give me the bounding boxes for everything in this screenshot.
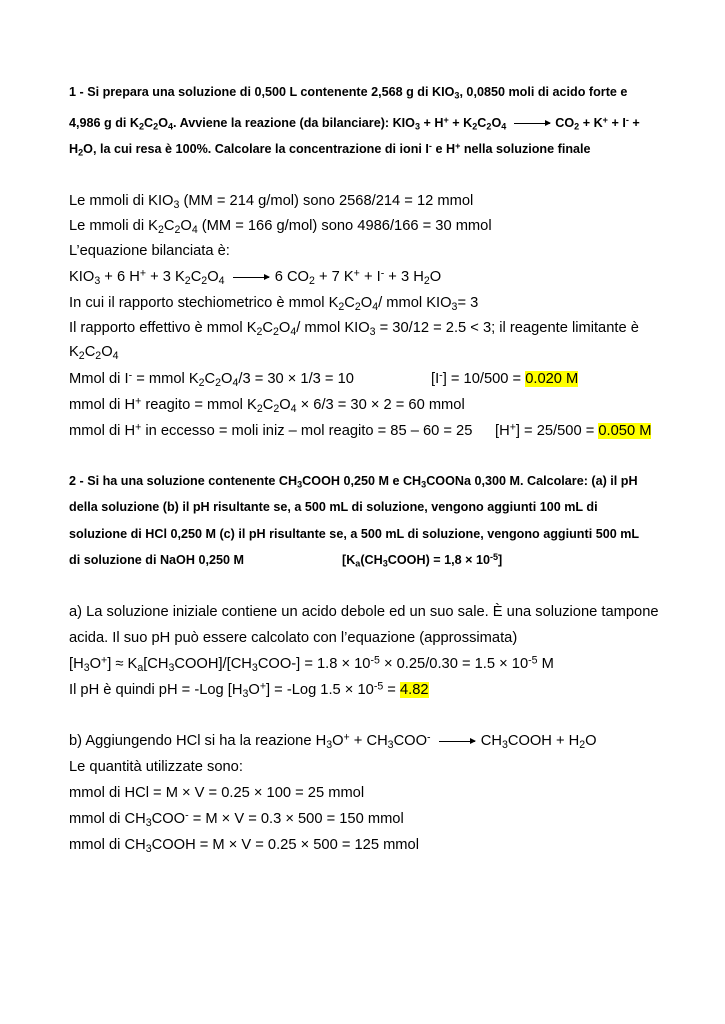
solution1-balanced-intro: L’equazione bilanciata è: bbox=[69, 243, 230, 259]
problem1-line3: $H_2O$, la cui resa è 100%. Calcolare la concentrazione di ioni I- e H+ nella soluzione finale bbox=[69, 140, 591, 158]
problem2-line4 bbox=[69, 551, 503, 569]
h-concentration-result: 0.050 M bbox=[598, 423, 652, 439]
problem2-line2: della soluzione (b) il pH risultante se, a 500 mL di soluzione, vengono aggiunti 100 mL di bbox=[69, 500, 598, 514]
reaction-arrow-icon bbox=[233, 277, 269, 278]
problem2-line1: 2 - Si ha una soluzione contenente $CH_3COOH$ 0,250 M e $CH_3COONa$ 0,300 M. Calcolare: (a) il pH bbox=[69, 474, 638, 490]
solution1-mmol-h-reacted: mmol di H+ reagito = mmol $K_2C_2O_4 \times 6/3 = 30 \times 2 = 60$ mmol bbox=[69, 395, 465, 415]
h-concentration-expr: [H+] = 25/500 = bbox=[495, 421, 595, 439]
solution1-mmol-k2c2o4: Le mmoli di $K_2C_2O_4$ (MM = 166 g/mol) sono 4986/166 = 30 mmol bbox=[69, 218, 492, 236]
solution1-effective-ratio: Il rapporto effettivo è mmol $K_2C_2O_4/$ mmol $KIO_3 = 30/12 = 2.5 < 3$; il reagente limitante è $K_2C_2O_4$ bbox=[69, 320, 639, 362]
iodide-concentration bbox=[431, 371, 578, 387]
solution2a-intro: a) La soluzione iniziale contiene un acido debole ed un suo sale. È una soluzione tampone bbox=[69, 604, 659, 620]
solution2b-reaction: b) Aggiungendo HCl si ha la reazione $H_3O^+ + CH_3COO^-$ $CH_3COOH + H_2O$ bbox=[69, 731, 597, 751]
solution2a-intro2: acida. Il suo pH può essere calcolato con l’equazione (approssimata) bbox=[69, 630, 518, 646]
reaction-arrow-icon bbox=[514, 123, 550, 124]
problem1-line2: 4,986 g di $K_2C_2O_4$. Avviene la reazione (da bilanciare): $KIO_3 + H^+ + K_2C_2O_4$ $CO_2 + K^+ + I^-$ + bbox=[69, 114, 640, 132]
solution2b-quantities-intro: Le quantità utilizzate sono: bbox=[69, 759, 243, 775]
solution2a-equation: $[H_3O^+]$ ≈ $K_a[CH_3COOH]/[CH_3COO-] = 1.8 \times 10^{-5} \times 0.25/0.30 = 1.5 \times 10^{-5}$ M bbox=[69, 654, 554, 674]
problem2-ka: $[K_a(CH_3COOH) = 1,8 \times 10^{-5}]$ bbox=[342, 551, 503, 569]
solution2b-mmol-hcl: mmol di HCl = M × V = 0.25 × 100 = 25 mmol bbox=[69, 785, 365, 801]
solution1-mmol-kio3: Le mmoli di $KIO_3$ (MM = 214 g/mol) sono 2568/214 = 12 mmol bbox=[69, 193, 474, 211]
solution1-mmol-iodide bbox=[69, 369, 579, 389]
solution1-balanced-equation: $KIO_3 + 6$ H+ + 3 $K_2C_2O_4$ 6 $CO_2 + 7$ K+ + I- + 3 $H_2O$ bbox=[69, 267, 442, 287]
mmol-iodide-text: Mmol di I- = mmol $K_2C_2O_4/3 = 30 \times 1/3 = 10$ bbox=[69, 369, 354, 389]
problem2-line4-text: di soluzione di NaOH 0,250 M bbox=[69, 553, 244, 567]
solution2a-ph bbox=[69, 682, 429, 698]
solution1-stoich-ratio: In cui il rapporto stechiometrico è mmol $K_2C_2O_4/$ mmol $KIO_3= 3$ bbox=[69, 295, 479, 313]
reaction-arrow-icon bbox=[439, 741, 475, 742]
h-concentration bbox=[495, 423, 651, 439]
ph-expression: Il pH è quindi pH = -Log $[H_3O^+] = -Log$ $1.5 \times 10^{-5}$ = bbox=[69, 680, 396, 700]
mmol-h-excess-text: mmol di H+ in eccesso = moli iniz – mol reagito = 85 – 60 = 25 bbox=[69, 421, 473, 439]
solution1-mmol-h-excess bbox=[69, 421, 652, 439]
solution2b-mmol-ch3coo: mmol di $CH_3COO^- = M \times V = 0.3 \times 500 = 150$ mmol bbox=[69, 809, 404, 829]
ph-result: 4.82 bbox=[399, 682, 429, 698]
solution2b-mmol-ch3cooh: mmol di $CH_3COOH = M \times V = 0.25 \times 500 = 125$ mmol bbox=[69, 837, 419, 855]
problem2-line3: soluzione di HCl 0,250 M (c) il pH risultante se, a 500 mL di soluzione, vengono aggiunti 500 mL bbox=[69, 527, 640, 541]
iodide-concentration-expr: [I-] = 10/500 = bbox=[431, 369, 522, 387]
problem1-line1: 1 - Si prepara una soluzione di 0,500 L contenente 2,568 g di $KIO_3$, 0,0850 moli di acido forte e bbox=[69, 85, 628, 101]
iodide-concentration-result: 0.020 M bbox=[525, 371, 579, 387]
